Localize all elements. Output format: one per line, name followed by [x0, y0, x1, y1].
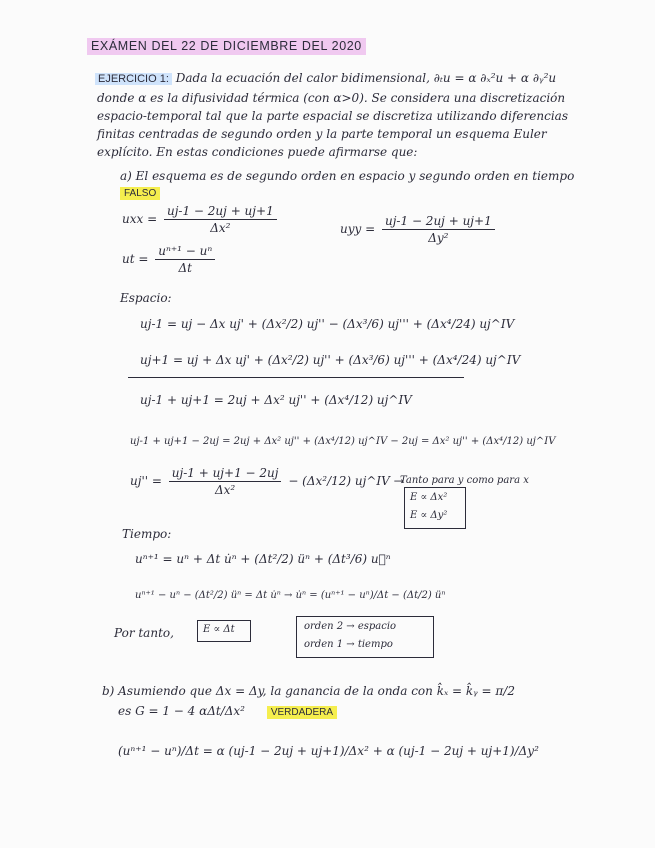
ut-lhs: ut = [122, 252, 149, 266]
part-a-statement: a) El esquema es de segundo orden en espacio y segundo orden en tiempo [120, 169, 575, 183]
uxx-result-lhs: uj'' = [130, 474, 162, 488]
part-b-scheme: (uⁿ⁺¹ − uⁿ)/Δt = α (uj-1 − 2uj + uj+1)/Δx² + α (uj-1 − 2uj + uj+1)/Δy² [118, 744, 539, 758]
ut-definition [122, 245, 218, 274]
part-a-verdict: FALSO [120, 187, 160, 200]
taylor-minus: uj-1 = uj − Δx uj' + (Δx²/2) uj'' − (Δx³/6) uj''' + (Δx⁴/24) uj^IV [140, 317, 515, 331]
uxx-result-numerator: uj-1 + uj+1 − 2uj [169, 467, 282, 482]
note-space: Tanto para y como para x [400, 475, 529, 486]
por-tanto: Por tanto, [114, 626, 174, 640]
part-b-verdict: VERDADERA [267, 706, 337, 719]
time-taylor: uⁿ⁺¹ = uⁿ + Δt u̇ⁿ + (Δt²/2) üⁿ + (Δt³/6) u⃛ⁿ [135, 552, 391, 566]
uxx-numerator: uj-1 − 2uj + uj+1 [164, 205, 277, 220]
uyy-definition [340, 215, 498, 244]
espacio-label: Espacio: [120, 291, 172, 305]
error-t: E ∝ Δt [203, 624, 235, 635]
exercise-intro-line-5: explícito. En estas condiciones puede afirmarse que: [97, 145, 418, 159]
exercise-intro-line-3: espacio-temporal tal que la parte espacial se discretiza utilizando diferencias [97, 109, 568, 123]
uxx-result-tail: − (Δx²/12) uj^IV → [288, 474, 404, 488]
uyy-denominator: Δy² [428, 231, 449, 245]
uyy-numerator: uj-1 − 2uj + uj+1 [382, 215, 495, 230]
exam-title: EXÁMEN DEL 22 DE DICIEMBRE DEL 2020 [87, 38, 366, 55]
ut-fraction [155, 245, 215, 274]
part-b-gain: es G = 1 − 4 αΔt/Δx² [118, 704, 245, 718]
part-a-verdict-wrap [120, 186, 160, 199]
taylor-plus: uj+1 = uj + Δx uj' + (Δx²/2) uj'' + (Δx³/6) uj''' + (Δx⁴/24) uj^IV [140, 353, 521, 367]
uxx-result-fraction [169, 467, 282, 496]
error-y: E ∝ Δy² [410, 510, 448, 521]
intro-text-1: Dada la ecuación del calor bidimensional, ∂ₜu = α ∂ₓ²u + α ∂ᵧ²u [175, 71, 557, 85]
uxx-definition [122, 205, 280, 234]
diff-line: uj-1 + uj+1 − 2uj = 2uj + Δx² uj'' + (Δx⁴/12) uj^IV − 2uj = Δx² uj'' + (Δx⁴/12) uj^IV [130, 436, 556, 447]
tiempo-label: Tiempo: [122, 527, 172, 541]
uxx-result [130, 467, 404, 496]
order-time: orden 1 → tiempo [304, 639, 393, 650]
exercise-intro-line-4: finitas centradas de segundo orden y la parte temporal un esquema Euler [97, 127, 547, 141]
uxx-fraction [164, 205, 277, 234]
uxx-denominator: Δx² [210, 221, 231, 235]
error-x: E ∝ Δx² [410, 492, 448, 503]
ut-denominator: Δt [178, 261, 192, 275]
ut-numerator: uⁿ⁺¹ − uⁿ [155, 245, 215, 260]
part-b-statement: b) Asumiendo que Δx = Δy, la ganancia de la onda con k̂ₓ = k̂ᵧ = π/2 [102, 684, 515, 698]
uxx-result-denominator: Δx² [214, 483, 236, 497]
part-b-statement-2 [118, 705, 337, 718]
uxx-lhs: uxx = [122, 212, 158, 226]
sum-line: uj-1 + uj+1 = 2uj + Δx² uj'' + (Δx⁴/12) uj^IV [140, 393, 412, 407]
exercise-label: EJERCICIO 1: [95, 73, 172, 85]
exercise-intro-line-1 [95, 72, 556, 85]
sum-rule [128, 377, 464, 378]
uyy-lhs: uyy = [340, 222, 376, 236]
time-rearranged: uⁿ⁺¹ − uⁿ − (Δt²/2) üⁿ = Δt u̇ⁿ → u̇ⁿ = (uⁿ⁺¹ − uⁿ)/Δt − (Δt/2) üⁿ [135, 590, 446, 601]
order-space: orden 2 → espacio [304, 621, 397, 632]
uyy-fraction [382, 215, 495, 244]
exercise-intro-line-2: donde α es la difusividad térmica (con α>0). Se considera una discretización [97, 91, 566, 105]
